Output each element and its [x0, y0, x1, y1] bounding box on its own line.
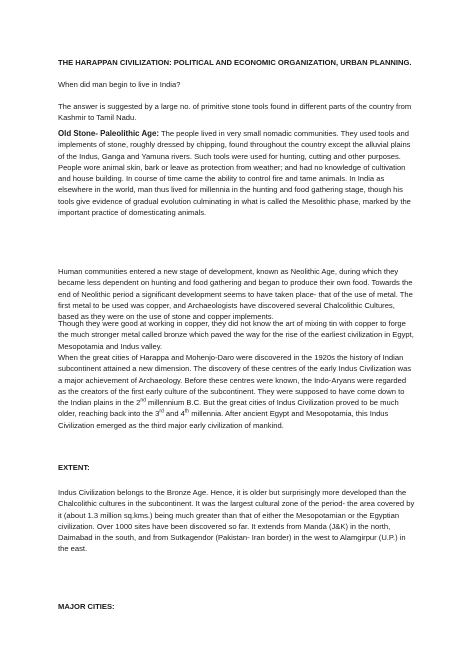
document-title: THE HARAPPAN CIVILIZATION: POLITICAL AND ECONOMIC ORGANIZATION, URBAN PLANNING. [58, 58, 412, 67]
old-stone-age-heading: Old Stone- Paleolithic Age: [58, 129, 159, 138]
superscript-nd: nd [140, 397, 146, 404]
discovery-text-b: millennium B.C. But the great cities of Indus Civilization proved to be much older, reaching back into the 3 [58, 398, 399, 419]
discovery-text-a: When the great cities of Harappa and Mohenjo-Daro were discovered in the 1920s the history of Indian subcontinent attained a new dimension. The discovery of these centres of the early Indus Civilization was a major achievement of Archaeology. Before these centres were known, the Indo-Aryans were regarded as the creators of the first early culture of the subcontinent. They were supposed to have come down to the Indian plains in the 2 [58, 353, 412, 408]
discovery-paragraph [58, 352, 416, 431]
old-stone-age-paragraph [58, 128, 416, 218]
superscript-rd: rd [159, 408, 164, 415]
neolithic-paragraph: Human communities entered a new stage of development, known as Neolithic Age, during which they became less dependent on hunting and food gathering and began to produce their own food. Towards the end of Neolithic period a significant development seems to have taken place- that of the use of metal. The first metal to be used was copper, and Archaeologists have discovered several Chalcolithic Cultures, based as they were on the use of stone and copper implements. [58, 267, 413, 322]
superscript-th: th [184, 408, 190, 415]
answer-paragraph: The answer is suggested by a large no. of primitive stone tools found in different parts of the country from Kashmir to Tamil Nadu. [58, 102, 412, 123]
old-stone-age-text: The people lived in very small nomadic communities. They used tools and implements of stone, roughly dressed by chipping, found throughout the country except the alluvial plains of the Indus, Ganga and Yamuna rivers. Such tools were used for hunting, cutting and other purposes. People wore animal skin, bark or leave as protection from weather; and had no knowledge of cultivation and house building. In course of time came the ability to control fire and tame animals. In India as elsewhere in the world, man thus lived for millennia in the hunting and food gathering stage, though his tools give evidence of gradual evolution culminating in what is called the Mesolithic phase, marked by the important practice of domesticating animals. [58, 129, 411, 218]
extent-paragraph: Indus Civilization belongs to the Bronze Age. Hence, it is older but surprisingly more developed than the Chalcolithic cultures in the subcontinent. It was the largest cultural zone of the period- the area covered by it (about 1.3 million sq.kms.) being much greater than that of either the Mesopotamian or the Egyptian civilization. Over 1000 sites have been discovered so far. It extends from Manda (J&K) in the north, Daimabad in the south, and from Sutkagendor (Pakistan- Iran border) in the west to Alamgirpur (U.P.) in the east. [58, 488, 415, 554]
question-paragraph: When did man begin to live in India? [58, 80, 181, 89]
discovery-text-d: millennia. After ancient Egypt and Mesopotamia, this Indus Civilization emerged as the third major early civilization of mankind. [58, 409, 389, 430]
bronze-paragraph: Though they were good at working in copper, they did not know the art of mixing tin with copper to forge the much stronger metal called bronze which paved the way for the rise of the earliest civilization in Egypt, Mesopotamia and Indus valley. [58, 319, 414, 351]
major-cities-heading: MAJOR CITIES: [58, 602, 115, 611]
discovery-text-c: and 4 [163, 409, 185, 419]
extent-heading: EXTENT: [58, 463, 90, 472]
